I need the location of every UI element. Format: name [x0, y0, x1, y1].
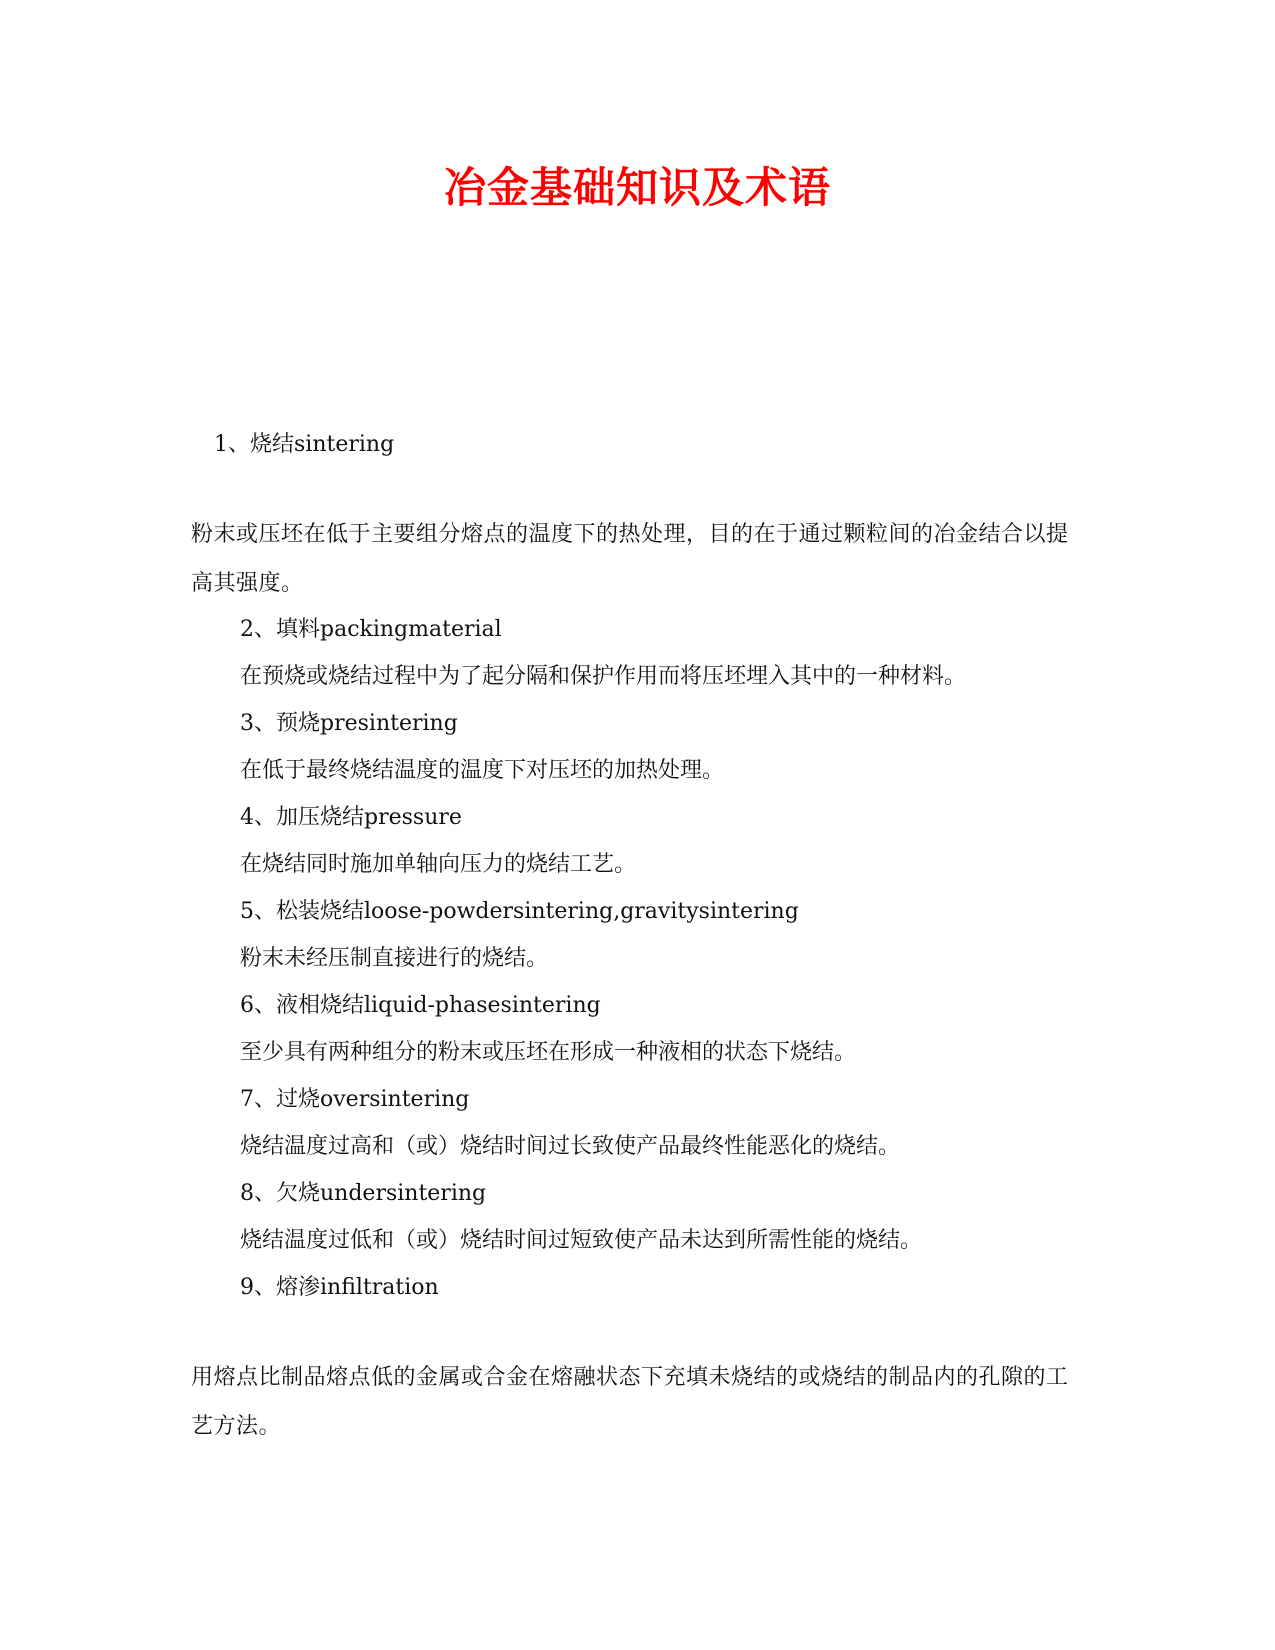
term-definition-3: 在低于最终烧结温度的温度下对压坯的加热处理。 [240, 758, 725, 783]
term-definition-9: 用熔点比制品熔点低的金属或合金在熔融状态下充填未烧结的或烧结的制品内的孔隙的工艺方法。 [191, 1365, 1069, 1439]
term-heading-4: 4、加压烧结pressure [240, 805, 462, 830]
document-title: 冶金基础知识及术语 [443, 163, 831, 212]
term-definition-1: 粉末或压坯在低于主要组分熔点的温度下的热处理，目的在于通过颗粒间的冶金结合以提高其强度。 [191, 522, 1069, 596]
term-definition-4: 在烧结同时施加单轴向压力的烧结工艺。 [240, 852, 637, 877]
term-heading-9: 9、熔渗infiltration [240, 1275, 439, 1300]
term-heading-7: 7、过烧oversintering [240, 1087, 470, 1112]
term-heading-2: 2、填料packingmaterial [240, 617, 502, 642]
term-heading-3: 3、预烧presintering [240, 711, 458, 736]
term-definition-5: 粉末未经压制直接进行的烧结。 [240, 946, 549, 971]
term-heading-8: 8、欠烧undersintering [240, 1181, 487, 1206]
term-definition-7: 烧结温度过高和（或）烧结时间过长致使产品最终性能恶化的烧结。 [240, 1134, 901, 1159]
term-definition-2: 在预烧或烧结过程中为了起分隔和保护作用而将压坯埋入其中的一种材料。 [240, 664, 967, 689]
term-heading-5: 5、松装烧结loose-powdersintering,gravitysintering [240, 899, 799, 924]
term-heading-6: 6、液相烧结liquid-phasesintering [240, 993, 601, 1018]
term-definition-6: 至少具有两种组分的粉末或压坯在形成一种液相的状态下烧结。 [240, 1040, 857, 1065]
term-definition-8: 烧结温度过低和（或）烧结时间过短致使产品未达到所需性能的烧结。 [240, 1228, 923, 1253]
term-heading-1: 1、烧结sintering [214, 432, 395, 457]
